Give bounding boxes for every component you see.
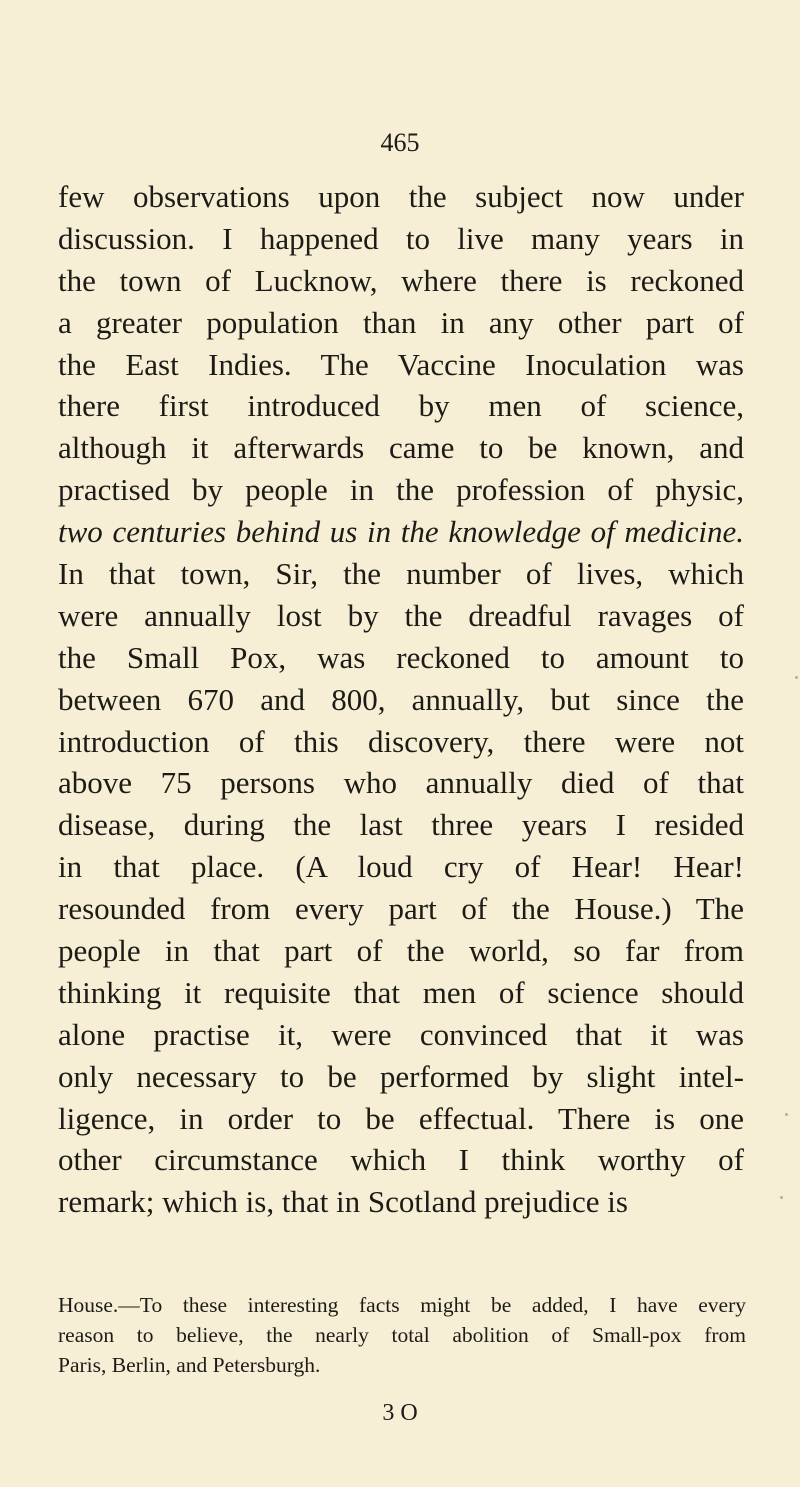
text-line-12: the Small Pox, was reckoned to amount to <box>58 639 744 675</box>
text-line-24: other circumstance which I think worthy of <box>58 1142 744 1178</box>
footnote-line-1: House.—To these interesting facts might be added, I have every <box>58 1293 746 1317</box>
footnote <box>58 1290 746 1380</box>
text-line-22: only necessary to be performed by slight intel- <box>58 1058 744 1094</box>
text-line-9: two centuries behind us in the knowledge of medicine. <box>58 514 744 550</box>
text-line-4: a greater population than in any other part of <box>58 304 744 340</box>
text-line-5: the East Indies. The Vaccine Inoculation was <box>58 346 744 382</box>
text-line-17: in that place. (A loud cry of Hear! Hear! <box>58 849 744 885</box>
paper-speck <box>795 676 798 679</box>
paper-speck <box>780 1196 783 1199</box>
text-line-20: thinking it requisite that men of science should <box>58 974 744 1010</box>
text-line-8: practised by people in the profession of physic, <box>58 472 744 508</box>
text-line-21: alone practise it, were convinced that it was <box>58 1016 744 1052</box>
text-line-25: remark; which is, that in Scotland prejudice is <box>58 1184 628 1220</box>
text-line-10: In that town, Sir, the number of lives, which <box>58 556 744 592</box>
body-text <box>58 176 744 1223</box>
text-line-18: resounded from every part of the House.) The <box>58 891 744 927</box>
paper-speck <box>785 1113 788 1116</box>
text-line-6: there first introduced by men of science, <box>58 388 744 424</box>
text-line-11: were annually lost by the dreadful ravages of <box>58 597 744 633</box>
text-line-16: disease, during the last three years I resided <box>58 807 744 843</box>
text-line-19: people in that part of the world, so far from <box>58 933 744 969</box>
footnote-line-2: reason to believe, the nearly total abolition of Small-pox from <box>58 1323 746 1347</box>
text-line-23: ligence, in order to be effectual. There is one <box>58 1100 744 1136</box>
text-line-1: few observations upon the subject now under <box>58 179 744 214</box>
footnote-line-3: Paris, Berlin, and Petersburgh. <box>58 1353 321 1377</box>
page-number: 465 <box>380 128 420 157</box>
text-line-13: between 670 and 800, annually, but since the <box>58 681 744 717</box>
text-line-3: the town of Lucknow, where there is reckoned <box>58 262 744 298</box>
text-line-7: although it afterwards came to be known, and <box>58 430 744 466</box>
text-line-15: above 75 persons who annually died of that <box>58 765 744 801</box>
text-line-14: introduction of this discovery, there were not <box>58 723 744 759</box>
text-line-2: discussion. I happened to live many years in <box>58 220 744 256</box>
signature-mark: 3 O <box>382 1400 418 1426</box>
